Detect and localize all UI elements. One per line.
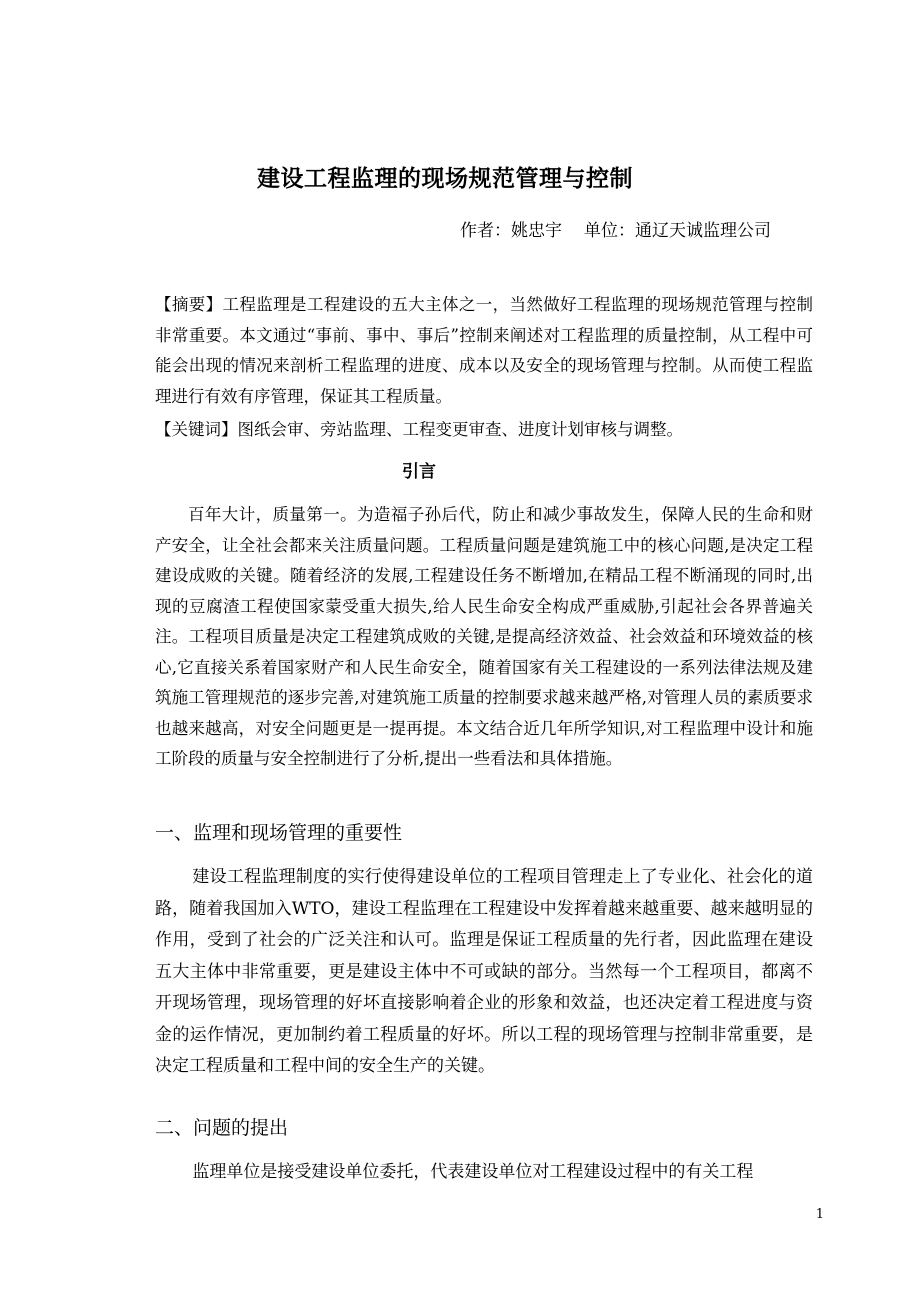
section2-paragraph: 监理单位是接受建设单位委托，代表建设单位对工程建设过程中的有关工程 <box>192 1162 754 1182</box>
page-number: 1 <box>815 1207 824 1222</box>
author-line <box>460 216 771 241</box>
intro-heading: 引言 <box>402 462 436 482</box>
author-label: 作者：姚忠宇 <box>460 221 562 241</box>
intro-paragraph: 百年大计，质量第一。为造福子孙后代，防止和减少事故发生，保障人民的生命和财产安全，让全社会都来关注质量问题。工程质量问题是建筑施工中的核心问题,是决定工程建设成败的关键。随着经济的发展,工程建设任务不断增加,在精品工程不断涌现的同时,出现的豆腐渣工程使国家蒙受重大损失,给人民生命安全构成严重威胁,引起社会各界普遍关注。工程项目质量是决定工程建筑成败的关键,是提高经济效益、社会效益和环境效益的核心,它直接关系着国家财产和人民生命安全，随着国家有关工程建设的一系列法律法规及建筑施工管理规范的逐步完善,对建筑施工质量的控制要求越来越严格,对管理人员的素质要求也越来越高，对安全问题更是一提再提。本文结合近几年所学知识,对工程监理中设计和施工阶段的质量与安全控制进行了分析,提出一些看法和具体措施。 <box>155 505 813 768</box>
keywords-paragraph: 【关键词】图纸会审、旁站监理、工程变更审查、进度计划审核与调整。 <box>155 420 683 439</box>
abstract-paragraph: 【摘要】工程监理是工程建设的五大主体之一，当然做好工程监理的现场规范管理与控制非常重要。本文通过“事前、事中、事后”控制来阐述对工程监理的质量控制，从工程中可能会出现的情况来剖析工程监理的进度、成本以及安全的现场管理与控制。从而使工程监理进行有效有序管理，保证其工程质量。 <box>155 295 813 406</box>
unit-label: 单位：通辽天诚监理公司 <box>584 221 771 241</box>
section2-heading: 二、问题的提出 <box>155 1117 289 1139</box>
section1-heading: 一、监理和现场管理的重要性 <box>155 822 403 844</box>
document-title: 建设工程监理的现场规范管理与控制 <box>257 166 633 192</box>
section1-paragraph: 建设工程监理制度的实行使得建设单位的工程项目管理走上了专业化、社会化的道路，随着我国加入WTO，建设工程监理在工程建设中发挥着越来越重要、越来越明显的作用，受到了社会的广泛关注和认可。监理是保证工程质量的先行者，因此监理在建设五大主体中非常重要，更是建设主体中不可或缺的部分。当然每一个工程项目，都离不开现场管理，现场管理的好坏直接影响着企业的形象和效益，也还决定着工程进度与资金的运作情况，更加制约着工程质量的好坏。所以工程的现场管理与控制非常重要，是决定工程质量和工程中间的安全生产的关键。 <box>155 867 813 1076</box>
